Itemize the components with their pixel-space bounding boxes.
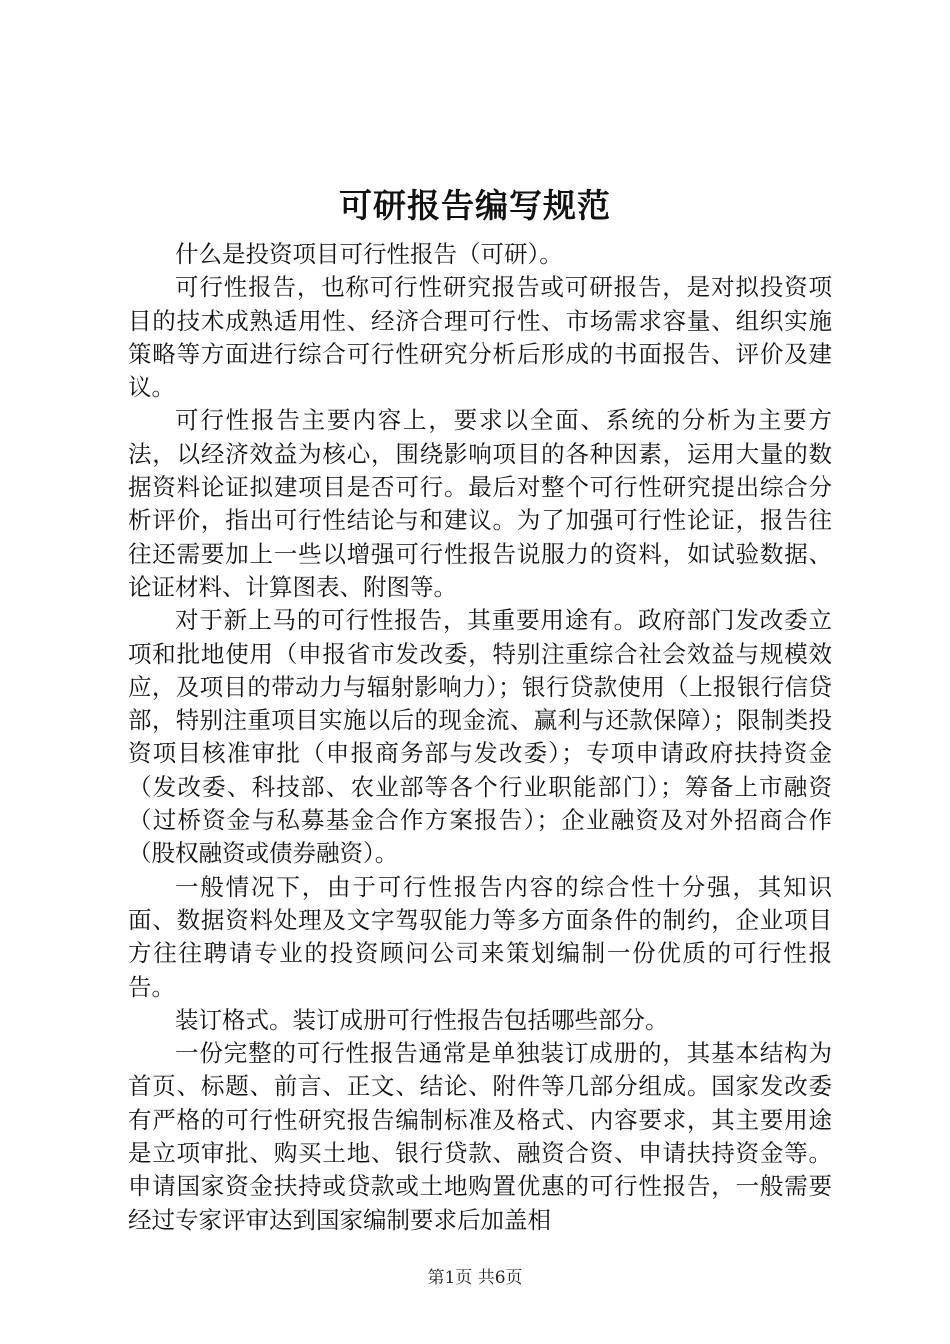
paragraph: 一般情况下，由于可行性报告内容的综合性十分强，其知识面、数据资料处理及文字驾驭能力等多方面条件的制约，企业项目方往往聘请专业的投资顾问公司来策划编制一份优质的可行性报告。 bbox=[128, 872, 832, 1001]
paragraph: 可行性报告，也称可行性研究报告或可研报告，是对拟投资项目的技术成熟适用性、经济合理可行性、市场需求容量、组织实施策略等方面进行综合可行性研究分析后形成的书面报告、评价及建议。 bbox=[128, 273, 832, 402]
paragraph: 可行性报告主要内容上，要求以全面、系统的分析为主要方法，以经济效益为核心，围绕影响项目的各种因素，运用大量的数据资料论证拟建项目是否可行。最后对整个可行性研究提出综合分析评价，指出可行性结论与和建议。为了加强可行性论证，报告往往还需要加上一些以增强可行性报告说服力的资料，如试验数据、论证材料、计算图表、附图等。 bbox=[128, 406, 832, 601]
document-title: 可研报告编写规范 bbox=[339, 186, 611, 225]
document-body bbox=[128, 238, 832, 1237]
paragraph: 对于新上马的可行性报告，其重要用途有。政府部门发改委立项和批地使用（申报省市发改委，特别注重综合社会效益与规模效应，及项目的带动力与辐射影响力）；银行贷款使用（上报银行信贷部，特别注重项目实施以后的现金流、赢利与还款保障）；限制类投资项目核准审批（申报商务部与发改委）；专项申请政府扶持资金（发改委、科技部、农业部等各个行业职能部门）；筹备上市融资（过桥资金与私募基金合作方案报告）；企业融资及对外招商合作（股权融资或债券融资）。 bbox=[128, 606, 832, 868]
paragraph: 什么是投资项目可行性报告（可研）。 bbox=[175, 240, 563, 268]
paragraph: 装订格式。装订成册可行性报告包括哪些部分。 bbox=[175, 1005, 669, 1034]
page-footer: 第1页 共6页 bbox=[427, 1268, 523, 1288]
paragraph: 一份完整的可行性报告通常是单独装订成册的，其基本结构为首页、标题、前言、正文、结论、附件等几部分组成。国家发改委有严格的可行性研究报告编制标准及格式、内容要求，其主要用途是立项审批、购买土地、银行贷款、融资合资、申请扶持资金等。申请国家资金扶持或贷款或土地购置优惠的可行性报告，一般需要经过专家评审达到国家编制要求后加盖相 bbox=[128, 1039, 832, 1234]
